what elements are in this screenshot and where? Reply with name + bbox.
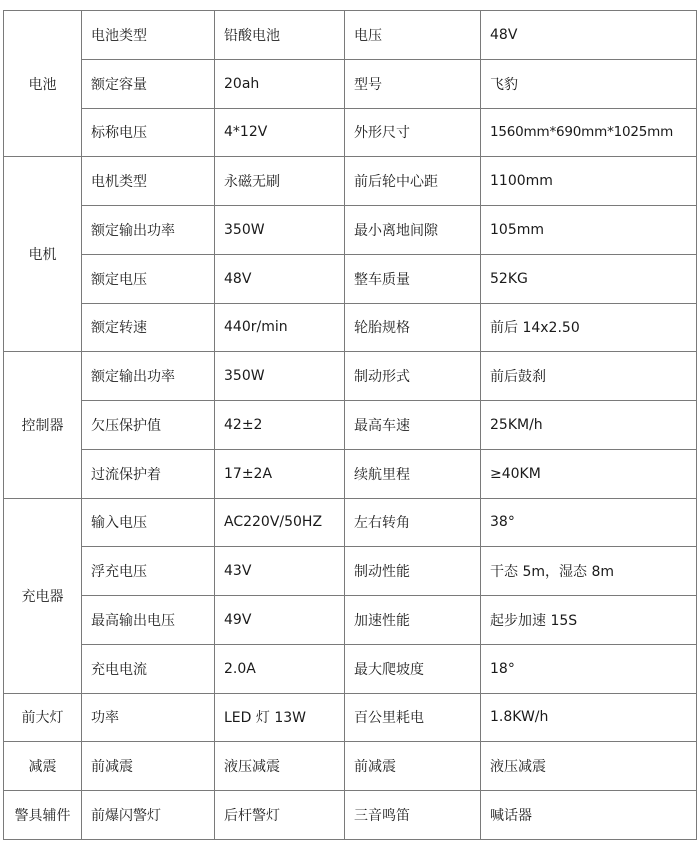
- param-value-cell: ≥40KM: [481, 449, 697, 498]
- table-row: [4, 59, 697, 108]
- group-label: 电机: [4, 157, 82, 352]
- table-row: [4, 157, 697, 206]
- param-name-cell: 外形尺寸: [345, 108, 481, 157]
- param-value-cell: 38°: [481, 498, 697, 547]
- param-value-cell: 起步加速 15S: [481, 596, 697, 645]
- param-value-cell: 液压减震: [481, 742, 697, 791]
- param-name-cell: 欠压保护值: [82, 401, 215, 450]
- param-name-cell: 浮充电压: [82, 547, 215, 596]
- spec-table: [3, 10, 697, 840]
- param-value-cell: 42±2: [215, 401, 345, 450]
- param-name-cell: 最高输出电压: [82, 596, 215, 645]
- param-value-cell: 48V: [215, 254, 345, 303]
- param-value-cell: 43V: [215, 547, 345, 596]
- param-value-cell: 铅酸电池: [215, 11, 345, 60]
- param-value-cell: 48V: [481, 11, 697, 60]
- param-value-cell: 440r/min: [215, 303, 345, 352]
- group-label: 充电器: [4, 498, 82, 693]
- param-value-cell: 喊话器: [481, 791, 697, 840]
- param-value-cell: 1560mm*690mm*1025mm: [481, 108, 697, 157]
- param-value-cell: 后杆警灯: [215, 791, 345, 840]
- param-name-cell: 标称电压: [82, 108, 215, 157]
- param-value-cell: LED 灯 13W: [215, 693, 345, 742]
- param-value-cell: 4*12V: [215, 108, 345, 157]
- table-row: [4, 644, 697, 693]
- param-value-cell: 25KM/h: [481, 401, 697, 450]
- param-name-cell: 前减震: [345, 742, 481, 791]
- param-name-cell: 额定输出功率: [82, 352, 215, 401]
- group-label: 减震: [4, 742, 82, 791]
- param-value-cell: AC220V/50HZ: [215, 498, 345, 547]
- param-name-cell: 左右转角: [345, 498, 481, 547]
- param-name-cell: 过流保护着: [82, 449, 215, 498]
- table-row: [4, 352, 697, 401]
- param-name-cell: 制动性能: [345, 547, 481, 596]
- param-name-cell: 前后轮中心距: [345, 157, 481, 206]
- param-value-cell: 飞豹: [481, 59, 697, 108]
- table-row: [4, 206, 697, 255]
- group-label: 警具辅件: [4, 791, 82, 840]
- param-value-cell: 1100mm: [481, 157, 697, 206]
- param-name-cell: 百公里耗电: [345, 693, 481, 742]
- param-name-cell: 最高车速: [345, 401, 481, 450]
- param-name-cell: 功率: [82, 693, 215, 742]
- table-row: [4, 449, 697, 498]
- group-label: 前大灯: [4, 693, 82, 742]
- param-name-cell: 额定转速: [82, 303, 215, 352]
- param-name-cell: 输入电压: [82, 498, 215, 547]
- param-value-cell: 前后鼓刹: [481, 352, 697, 401]
- param-value-cell: 20ah: [215, 59, 345, 108]
- param-name-cell: 型号: [345, 59, 481, 108]
- param-name-cell: 最小离地间隙: [345, 206, 481, 255]
- spec-table-body: [4, 11, 697, 840]
- table-row: [4, 498, 697, 547]
- param-name-cell: 电压: [345, 11, 481, 60]
- param-name-cell: 最大爬坡度: [345, 644, 481, 693]
- param-name-cell: 轮胎规格: [345, 303, 481, 352]
- param-value-cell: 液压减震: [215, 742, 345, 791]
- table-row: [4, 254, 697, 303]
- param-name-cell: 电机类型: [82, 157, 215, 206]
- param-name-cell: 电池类型: [82, 11, 215, 60]
- param-name-cell: 整车质量: [345, 254, 481, 303]
- table-row: [4, 11, 697, 60]
- table-row: [4, 693, 697, 742]
- param-value-cell: 49V: [215, 596, 345, 645]
- param-value-cell: 前后 14x2.50: [481, 303, 697, 352]
- param-name-cell: 续航里程: [345, 449, 481, 498]
- param-value-cell: 18°: [481, 644, 697, 693]
- param-value-cell: 52KG: [481, 254, 697, 303]
- param-name-cell: 前减震: [82, 742, 215, 791]
- param-value-cell: 永磁无刷: [215, 157, 345, 206]
- group-label: 电池: [4, 11, 82, 157]
- param-name-cell: 前爆闪警灯: [82, 791, 215, 840]
- param-name-cell: 额定输出功率: [82, 206, 215, 255]
- table-row: [4, 596, 697, 645]
- param-value-cell: 1.8KW/h: [481, 693, 697, 742]
- param-value-cell: 干态 5m，湿态 8m: [481, 547, 697, 596]
- param-name-cell: 三音鸣笛: [345, 791, 481, 840]
- param-value-cell: 105mm: [481, 206, 697, 255]
- table-row: [4, 791, 697, 840]
- param-value-cell: 350W: [215, 352, 345, 401]
- param-name-cell: 制动形式: [345, 352, 481, 401]
- param-name-cell: 充电电流: [82, 644, 215, 693]
- param-name-cell: 额定容量: [82, 59, 215, 108]
- table-row: [4, 401, 697, 450]
- table-row: [4, 742, 697, 791]
- table-row: [4, 547, 697, 596]
- param-name-cell: 额定电压: [82, 254, 215, 303]
- group-label: 控制器: [4, 352, 82, 498]
- table-row: [4, 303, 697, 352]
- table-row: [4, 108, 697, 157]
- param-value-cell: 350W: [215, 206, 345, 255]
- param-value-cell: 2.0A: [215, 644, 345, 693]
- param-name-cell: 加速性能: [345, 596, 481, 645]
- param-value-cell: 17±2A: [215, 449, 345, 498]
